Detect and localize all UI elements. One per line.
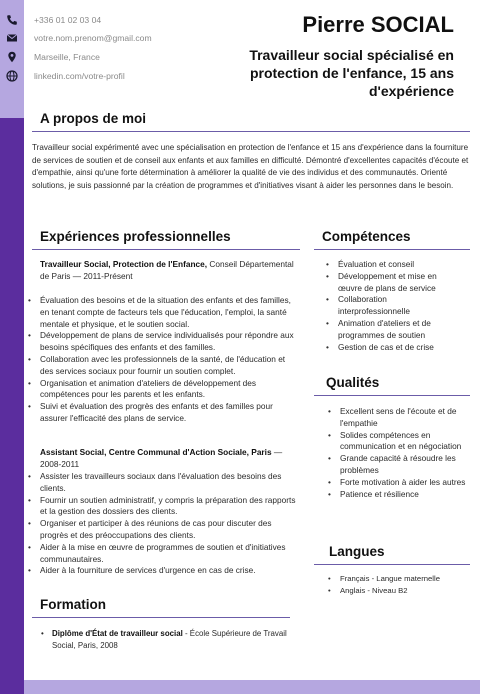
job-tasks-2 — [26, 471, 296, 577]
languages-heading: Langues — [329, 544, 385, 559]
list-item: • Évaluation et conseil — [324, 259, 450, 271]
list-item: • Solides compétences en communication et en négociation — [326, 430, 470, 454]
degree-name: Diplôme d'État de travailleur social — [52, 629, 183, 638]
list-item: • Forte motivation à aider les autres — [326, 477, 470, 489]
list-item: • Excellent sens de l'écoute et de l'empathie — [326, 406, 470, 430]
skills-divider — [314, 249, 470, 250]
skills-heading: Compétences — [322, 229, 411, 244]
job-position-2: Assistant Social, Centre Communal d'Action Sociale, Paris — [40, 447, 272, 457]
list-item: • Patience et résilience — [326, 489, 470, 501]
job-tasks-1 — [26, 295, 296, 425]
sidebar-accent-bar — [0, 0, 24, 694]
job-position-1: Travailleur Social, Protection de l'Enfance, — [40, 259, 208, 269]
job-details-2: — 2008-2011 — [40, 447, 283, 469]
list-item: • Collaboration avec les professionnels de la santé, de l'éducation et des services sociaux pour fournir un soutien complet. — [26, 354, 296, 378]
contact-email[interactable]: votre.nom.prenom@gmail.com — [34, 33, 152, 43]
languages-list — [326, 573, 470, 596]
education-heading: Formation — [40, 597, 106, 612]
list-item: • Évaluation des besoins et de la situation des enfants et des familles, en tenant compte de facteurs tels que l'éducation, l'emploi, la santé mentale et physique, et le soutien social. — [26, 295, 296, 330]
skills-list — [324, 259, 450, 353]
contact-linkedin[interactable]: linkedin.com/votre-profil — [34, 71, 125, 81]
list-item: • Anglais - Niveau B2 — [326, 585, 470, 597]
about-divider — [32, 131, 470, 132]
footer-accent-bar — [24, 680, 480, 694]
contact-address: Marseille, France — [34, 52, 100, 62]
about-text: Travailleur social expérimenté avec une spécialisation en protection de l'enfance et 15 ans d'expérience dans la fourniture de services de soutien et de conseil aux enfants et aux familles en difficulté. Démontré d'excellentes capacités d'écoute et d'empathie, ainsi qu'une forte détermination à améliorer la qualité de vie des individus et des communautés. Orienté solutions, je suis passionné par la création de programmes et d'initiatives visant à aider les personnes dans le besoin. — [32, 143, 469, 190]
email-icon — [6, 32, 18, 44]
job-title: Travailleur social spécialisé en protection de l'enfance, 15 ans d'expérience — [249, 47, 454, 99]
experience-heading: Expériences professionnelles — [40, 229, 231, 244]
list-item: • Organiser et participer à des réunions de cas pour discuter des progrès et des préoccupations des clients. — [26, 518, 296, 542]
list-item: • Fournir un soutien administratif, y compris la préparation des rapports et la gestion des dossiers des clients. — [26, 495, 296, 519]
list-item: • Français - Langue maternelle — [326, 573, 470, 585]
education-item — [40, 628, 302, 652]
list-item: • Suivi et évaluation des progrès des enfants et des familles pour assurer l'efficacité des plans de service. — [26, 401, 296, 425]
qualities-divider — [314, 395, 470, 396]
job-details-1: Conseil Départemental de Paris — 2011-Présent — [40, 259, 294, 281]
list-item: • Développement et mise en œuvre de plans de service — [324, 271, 450, 295]
qualities-list — [326, 406, 470, 500]
list-item: • Animation d'ateliers et de programmes de soutien — [324, 318, 450, 342]
languages-divider — [314, 564, 470, 565]
job-header-2 — [40, 446, 300, 470]
list-item: • Collaboration interprofessionnelle — [324, 294, 450, 318]
qualities-heading: Qualités — [326, 375, 380, 390]
phone-icon — [6, 14, 18, 26]
education-divider — [32, 617, 290, 618]
list-item: • Grande capacité à résoudre les problèmes — [326, 453, 470, 477]
degree-details: - École Supérieure de Travail Social, Paris, 2008 — [52, 629, 287, 650]
location-icon — [6, 51, 18, 63]
candidate-name: Pierre SOCIAL — [302, 12, 454, 37]
list-item: • Assister les travailleurs sociaux dans l'évaluation des besoins des clients. — [26, 471, 296, 495]
list-item: • Gestion de cas et de crise — [324, 342, 450, 354]
list-item: • Organisation et animation d'ateliers de développement des compétences pour les parents et les enfants. — [26, 378, 296, 402]
globe-icon — [6, 70, 18, 82]
experience-divider — [32, 249, 300, 250]
list-item: • Développement de plans de service individualisés pour répondre aux besoins spécifiques des enfants et des familles. — [26, 330, 296, 354]
contact-phone: +336 01 02 03 04 — [34, 15, 102, 25]
job-header-1 — [40, 258, 300, 282]
list-item: • Aider à la fourniture de services d'urgence en cas de crise. — [26, 565, 296, 577]
about-heading: A propos de moi — [40, 111, 147, 126]
list-item: • Aider à la mise en œuvre de programmes de soutien et d'initiatives communautaires. — [26, 542, 296, 566]
